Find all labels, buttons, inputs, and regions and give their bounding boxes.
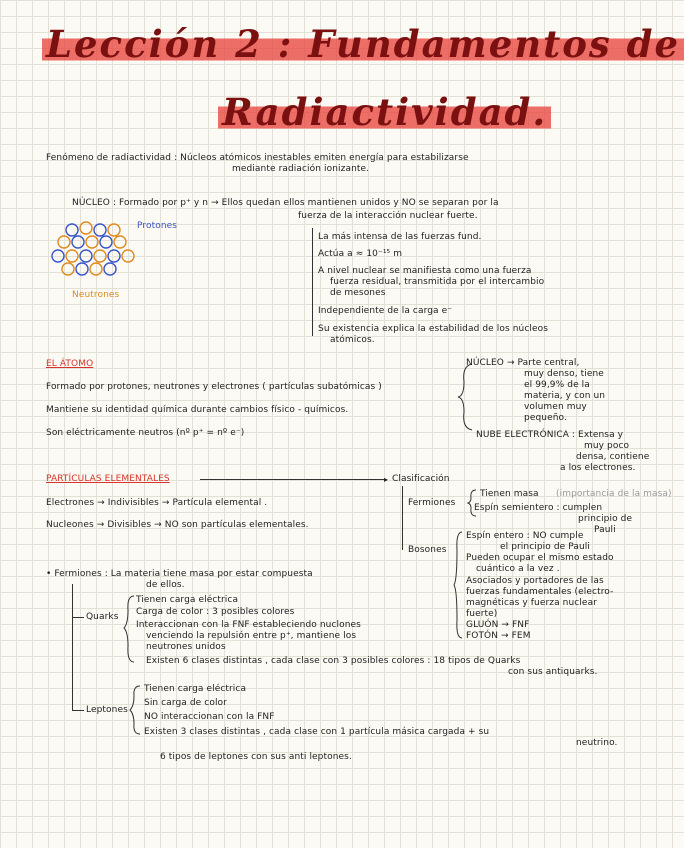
quarks-label: Quarks [86, 612, 119, 622]
ferm-1: Tienen masa [480, 489, 539, 499]
atomo-nube-4: a los electrones. [560, 463, 636, 473]
atomo-nucleo-6: pequeño. [524, 413, 567, 423]
bos-3b: fuerzas fundamentales (electro- [466, 587, 614, 597]
atomo-brace-icon [456, 362, 476, 432]
leptones-5: 6 tipos de leptones con sus anti leptones. [160, 752, 352, 762]
electrones-line: Electrones → Indivisibles → Partícula elemental . [46, 498, 268, 508]
atomo-nube-3: densa, contiene [576, 452, 650, 462]
bos-1: Espín entero : NO cumple [466, 531, 584, 541]
quarks-2: Carga de color : 3 posibles colores [136, 607, 295, 617]
quarks-brace-icon [122, 594, 136, 664]
bosones-brace-icon [452, 530, 464, 640]
atomo-nucleo-4: materia, y con un [524, 391, 606, 401]
leptones-4: Existen 3 clases distintas , cada clase con 1 partícula másica cargada + su [144, 727, 490, 737]
page-title-line1: Lección 2 : Fundamentos de [42, 22, 684, 66]
ferm-1b: (importancia de la masa) [556, 489, 672, 499]
quarks-3c: neutrones unidos [146, 642, 226, 652]
nucleo-prop-5: Su existencia explica la estabilidad de los núcleos [318, 324, 549, 334]
bos-5: FOTÓN → FEM [466, 631, 531, 641]
leptones-label: Leptones [86, 705, 128, 715]
nucleones-line: Nucleones → Divisibles → NO son partículas elementales. [46, 520, 309, 530]
neutron-label: Neutrones [72, 290, 120, 300]
page-title-line2: Radiactividad. [218, 90, 551, 134]
atomo-nucleo-5: volumen muy [524, 402, 587, 412]
intro-line1: Fenómeno de radiactividad : Núcleos atómicos inestables emiten energía para estabilizarse [46, 153, 469, 163]
atomo-heading: EL ÁTOMO [46, 359, 94, 369]
nucleo-prop-5b: atómicos. [330, 335, 375, 345]
atomo-line-1: Formado por protones, neutrones y electrones ( partículas subatómicas ) [46, 382, 382, 392]
clasificacion-label: Clasificación [392, 474, 450, 484]
nucleo-prop-2: Actúa a ≈ 10⁻¹⁵ m [318, 249, 403, 259]
leptones-1: Tienen carga eléctrica [144, 684, 247, 694]
atomo-line-2: Mantiene su identidad química durante cambios físico - químicos. [46, 405, 349, 415]
bos-3c: magnéticas y fuerza nuclear [466, 598, 597, 608]
bos-3: Asociados y portadores de las [466, 576, 604, 586]
nucleo-prop-3: A nivel nuclear se manifiesta como una fuerza [318, 266, 532, 276]
quarks-3b: venciendo la repulsión entre p⁺, mantiene los [146, 631, 357, 641]
nucleo-line1: NÚCLEO : Formado por p⁺ y n → Ellos quedan ellos mantienen unidos y NO se separan por la [72, 198, 499, 208]
nucleo-prop-4: Independiente de la carga e⁻ [318, 306, 453, 316]
bos-4: GLUÓN → FNF [466, 620, 530, 630]
atomo-nucleo-1: NÚCLEO → Parte central, [466, 358, 580, 368]
particulas-heading: PARTÍCULAS ELEMENTALES [46, 474, 170, 484]
bos-2: Pueden ocupar el mismo estado [466, 553, 614, 563]
leptones-4b: neutrino. [576, 738, 618, 748]
atomo-nube-1: NUBE ELECTRÓNICA : Extensa y [476, 430, 624, 440]
fermiones-label: Fermiones [408, 498, 456, 508]
leptones-2: Sin carga de color [144, 698, 227, 708]
ferm-2c: Pauli [594, 525, 616, 535]
bos-1b: el principio de Pauli [500, 542, 590, 552]
arrow-glyph: ▸ [384, 475, 389, 484]
atomo-line-3: Son eléctricamente neutros (nº p⁺ = nº e⁻) [46, 428, 245, 438]
intro-line2: mediante radiación ionizante. [232, 164, 370, 174]
quarks-4b: con sus antiquarks. [508, 667, 598, 677]
bos-3d: fuerte) [466, 609, 498, 619]
quarks-4: Existen 6 clases distintas , cada clase con 3 posibles colores : 18 tipos de Quarks [146, 656, 521, 666]
fermiones-head-2: de ellos. [146, 580, 185, 590]
nucleo-prop-1: La más intensa de las fuerzas fund. [318, 232, 482, 242]
atomo-nube-2: muy poco [584, 441, 630, 451]
bos-2b: cuántico a la vez . [476, 564, 560, 574]
fermiones-head-1: • Fermiones : La materia tiene masa por estar compuesta [46, 569, 313, 579]
nucleo-line2: fuerza de la interacción nuclear fuerte. [298, 211, 478, 221]
atomo-nucleo-3: el 99,9% de la [524, 380, 590, 390]
proton-label: Protones [137, 221, 178, 231]
atomo-nucleo-2: muy denso, tiene [524, 369, 604, 379]
leptones-brace-icon [128, 684, 142, 736]
nucleo-prop-3b: fuerza residual, transmitida por el intercambio [330, 277, 545, 287]
bosones-label: Bosones [408, 545, 447, 555]
quarks-3: Interaccionan con la FNF estableciendo nuclones [136, 620, 361, 630]
nucleus-drawing-icon [46, 218, 146, 282]
quarks-1: Tienen carga eléctrica [136, 595, 239, 605]
leptones-3: NO interaccionan con la FNF [144, 712, 275, 722]
ferm-2: Espín semientero : cumplen [474, 503, 603, 513]
nucleo-prop-3c: de mesones [330, 288, 386, 298]
ferm-2b: principio de [578, 514, 633, 524]
